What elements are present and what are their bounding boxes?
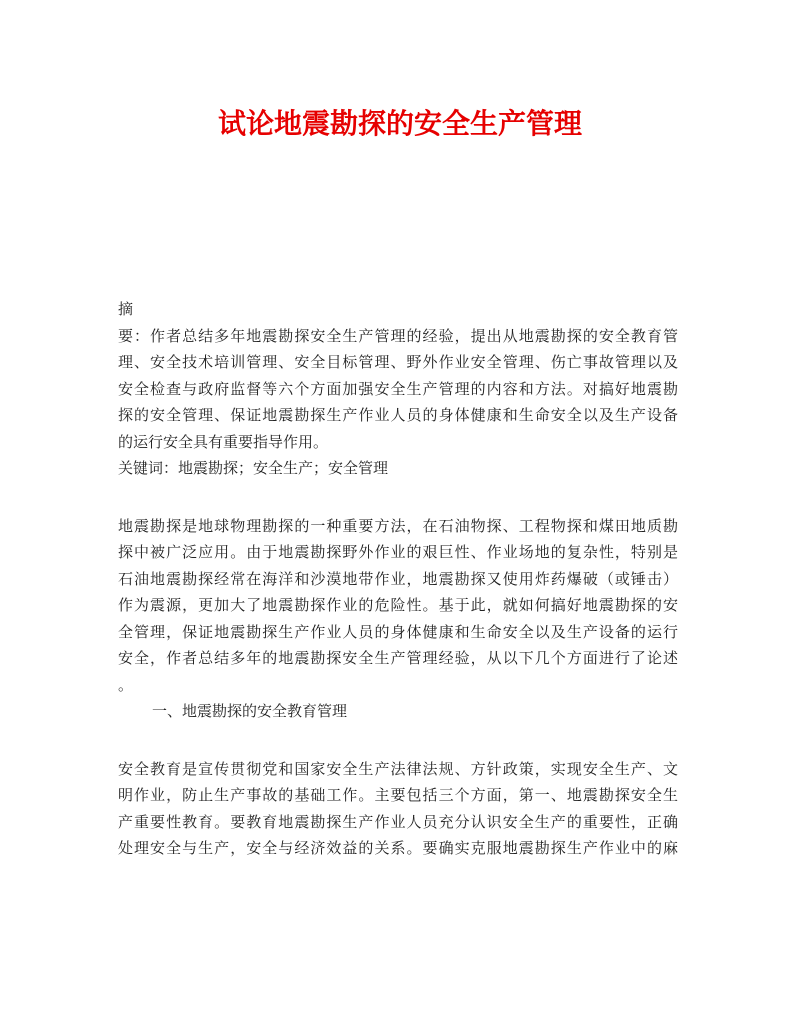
section-heading: 一、地震勘探的安全教育管理 — [152, 702, 348, 720]
intro-line: 。 — [118, 675, 134, 694]
paragraph-gap — [118, 725, 678, 756]
section-line: 明作业，防止生产事故的基础工作。主要包括三个方面，第一、地震勘探安全生 — [118, 786, 678, 804]
keywords-line: 关键词：地震勘探；安全生产；安全管理 — [118, 459, 389, 477]
document-title: 试论地震勘探的安全生产管理 — [217, 107, 582, 140]
intro-line: 地震勘探是地球物理勘探的一种重要方法，在石油物探、工程物探和煤田地质勘 — [118, 516, 678, 535]
intro-line: 探中被广泛应用。由于地震勘探野外作业的艰巨性、作业场地的复杂性，特别是 — [118, 543, 678, 561]
abstract-line: 安全检查与政府监督等六个方面加强安全生产管理的内容和方法。对搞好地震勘 — [118, 379, 678, 398]
abstract-label: 摘 — [118, 300, 134, 318]
intro-line: 石油地震勘探经常在海洋和沙漠地带作业，地震勘探又使用炸药爆破（或锤击） — [118, 569, 678, 588]
abstract-line: 要：作者总结多年地震勘探安全生产管理的经验，提出从地震勘探的安全教育管 — [118, 326, 678, 345]
abstract-line: 的运行安全具有重要指导作用。 — [118, 432, 329, 451]
section-line: 产重要性教育。要教育地震勘探生产作业人员充分认识安全生产的重要性，正确 — [118, 812, 678, 831]
section-line: 安全教育是宣传贯彻党和国家安全生产法律法规、方针政策，实现安全生产、文 — [118, 759, 678, 778]
intro-line: 作为震源，更加大了地震勘探作业的危险性。基于此，就如何搞好地震勘探的安 — [118, 596, 678, 614]
paragraph-gap — [118, 482, 678, 513]
document-body — [118, 296, 678, 862]
abstract-line: 理、安全技术培训管理、安全目标管理、野外作业安全管理、伤亡事故管理以及 — [118, 353, 678, 371]
section-line: 处理安全与生产，安全与经济效益的关系。要确实克服地震勘探生产作业中的麻 — [118, 839, 678, 857]
abstract-line: 探的安全管理、保证地震勘探生产作业人员的身体健康和生命安全以及生产设备 — [118, 406, 678, 424]
intro-line: 安全，作者总结多年的地震勘探安全生产管理经验，从以下几个方面进行了论述 — [118, 649, 678, 667]
intro-line: 全管理，保证地震勘探生产作业人员的身体健康和生命安全以及生产设备的运行 — [118, 622, 678, 641]
